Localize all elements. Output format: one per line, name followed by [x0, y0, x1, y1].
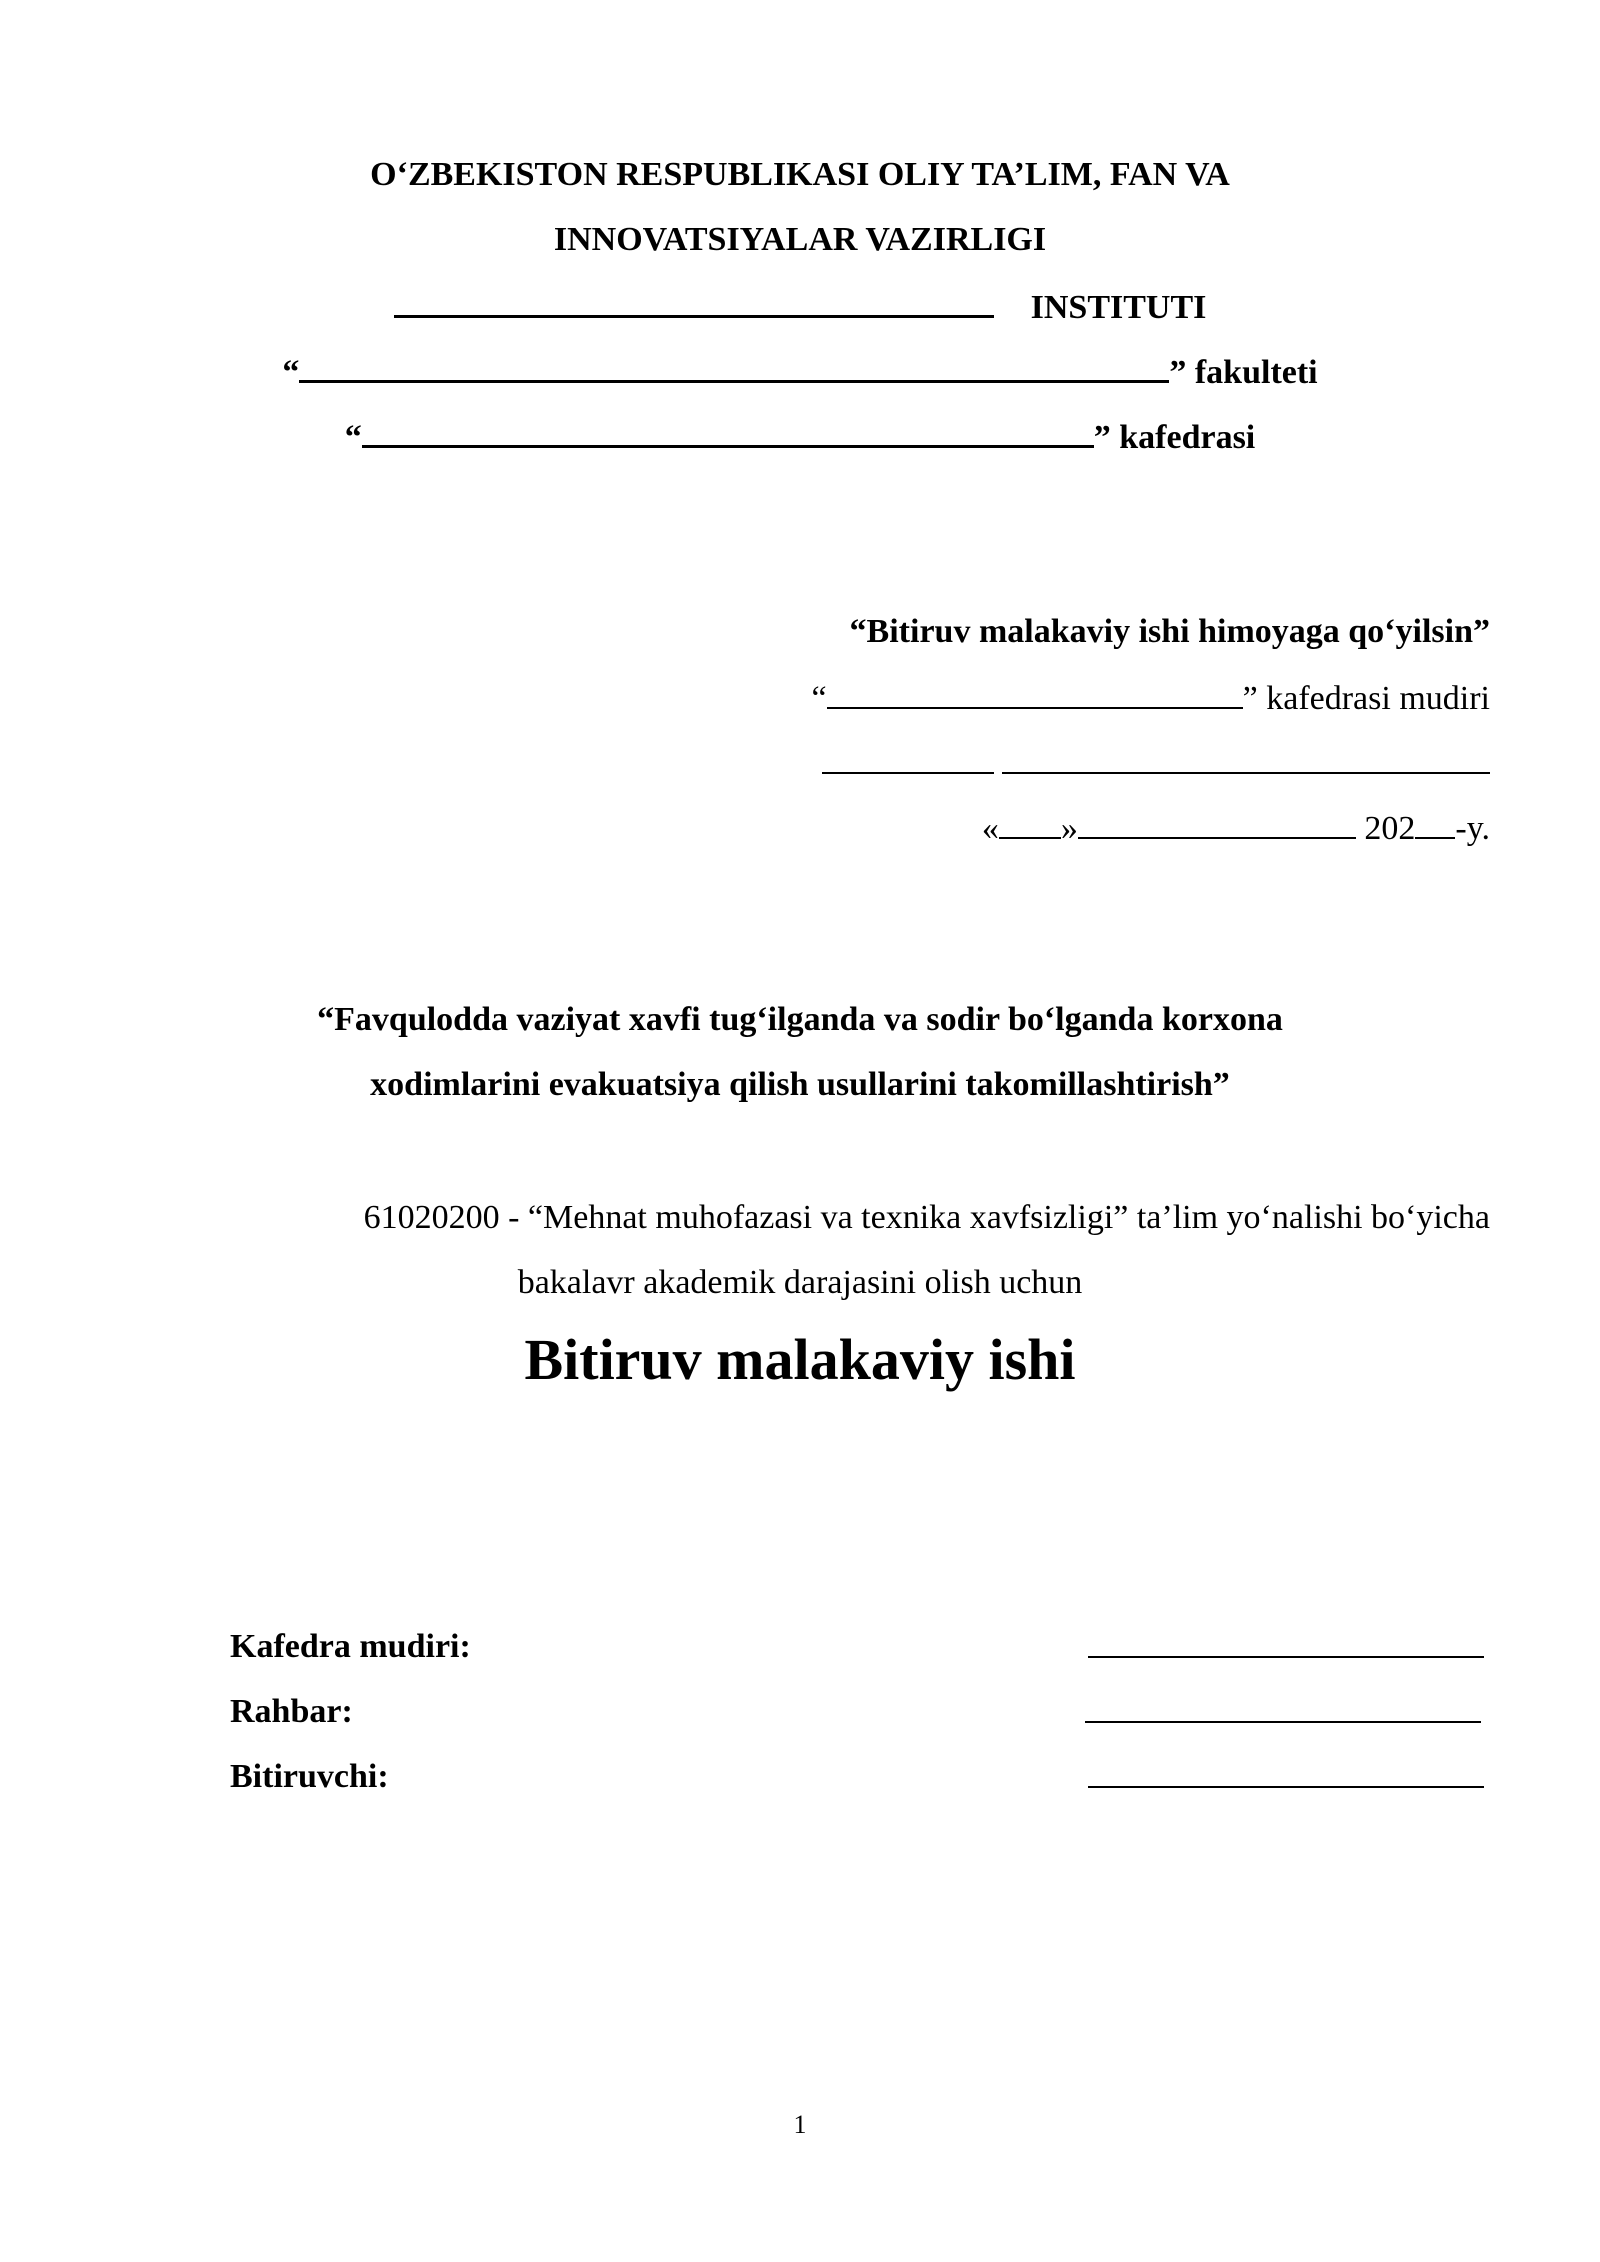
head-suffix: ” kafedrasi mudiri: [1242, 680, 1490, 717]
direction-line-2: [0, 1263, 1600, 1303]
date-mid-quote: »: [1060, 810, 1078, 847]
signature-line-supervisor: [1085, 1721, 1481, 1723]
signature-label-supervisor: Rahbar:: [230, 1693, 353, 1730]
date-year-blank: [1415, 807, 1455, 839]
faculty-line: [0, 350, 1600, 393]
date-suffix: -y.: [1455, 810, 1490, 847]
ministry-line-2-text: INNOVATSIYALAR VAZIRLIGI: [553, 221, 1047, 258]
institute-suffix: INSTITUTI: [1030, 289, 1207, 326]
institute-line: [0, 285, 1600, 328]
head-department-blank: [827, 677, 1243, 709]
faculty-blank-line: [299, 350, 1169, 383]
signature-line-department-head: [1088, 1656, 1484, 1658]
head-signature-blank: [822, 742, 994, 774]
direction-line-2-text: bakalavr akademik darajasini olish uchun: [517, 1264, 1083, 1301]
direction-line-1-text: 61020200 - “Mehnat muhofazasi va texnika xavfsizligi” ta’lim yo‘nalishi bo‘yicha: [363, 1199, 1490, 1236]
head-open-quote: “: [811, 680, 827, 717]
ministry-line-1-text: O‘ZBEKISTON RESPUBLIKASI OLIY TA’LIM, FAN VA: [370, 156, 1230, 193]
department-line: [0, 415, 1600, 458]
institute-blank-line: [394, 285, 994, 318]
department-blank-line: [362, 415, 1094, 448]
date-month-blank: [1078, 807, 1356, 839]
signature-label-department-head: Kafedra mudiri:: [230, 1628, 471, 1665]
thesis-topic-line-1-text: “Favqulodda vaziyat xavfi tug‘ilganda va sodir bo‘lganda korxona: [317, 1001, 1283, 1038]
faculty-open-quote: “: [282, 354, 300, 391]
approval-title-text: “Bitiruv malakaviy ishi himoyaga qo‘yilsin”: [849, 613, 1490, 650]
department-head-line: [812, 677, 1490, 719]
date-day-blank: [999, 807, 1061, 839]
approval-date-line: [982, 807, 1490, 849]
department-open-quote: “: [344, 419, 362, 456]
date-open-quote: «: [981, 810, 999, 847]
head-name-blank: [1002, 742, 1490, 774]
signature-line-graduate: [1088, 1786, 1484, 1788]
direction-line-1: [364, 1198, 1490, 1238]
page-number: 1: [793, 2110, 807, 2139]
faculty-suffix: ” fakulteti: [1169, 354, 1318, 391]
document-title-text: Bitiruv malakaviy ishi: [524, 1327, 1076, 1392]
department-suffix: ” kafedrasi: [1093, 419, 1256, 456]
ministry-line-1: [0, 155, 1600, 195]
approval-title: [850, 612, 1490, 652]
thesis-topic-line-1: [0, 1000, 1600, 1040]
thesis-topic-line-2: [0, 1065, 1600, 1105]
signature-label-graduate: Bitiruvchi:: [230, 1758, 389, 1795]
thesis-topic-line-2-text: xodimlarini evakuatsiya qilish usullarini takomillashtirish”: [370, 1066, 1230, 1103]
date-year: 202: [1355, 810, 1416, 847]
head-signature-line: [822, 742, 1490, 784]
document-title: [0, 1328, 1600, 1392]
ministry-line-2: [0, 220, 1600, 260]
